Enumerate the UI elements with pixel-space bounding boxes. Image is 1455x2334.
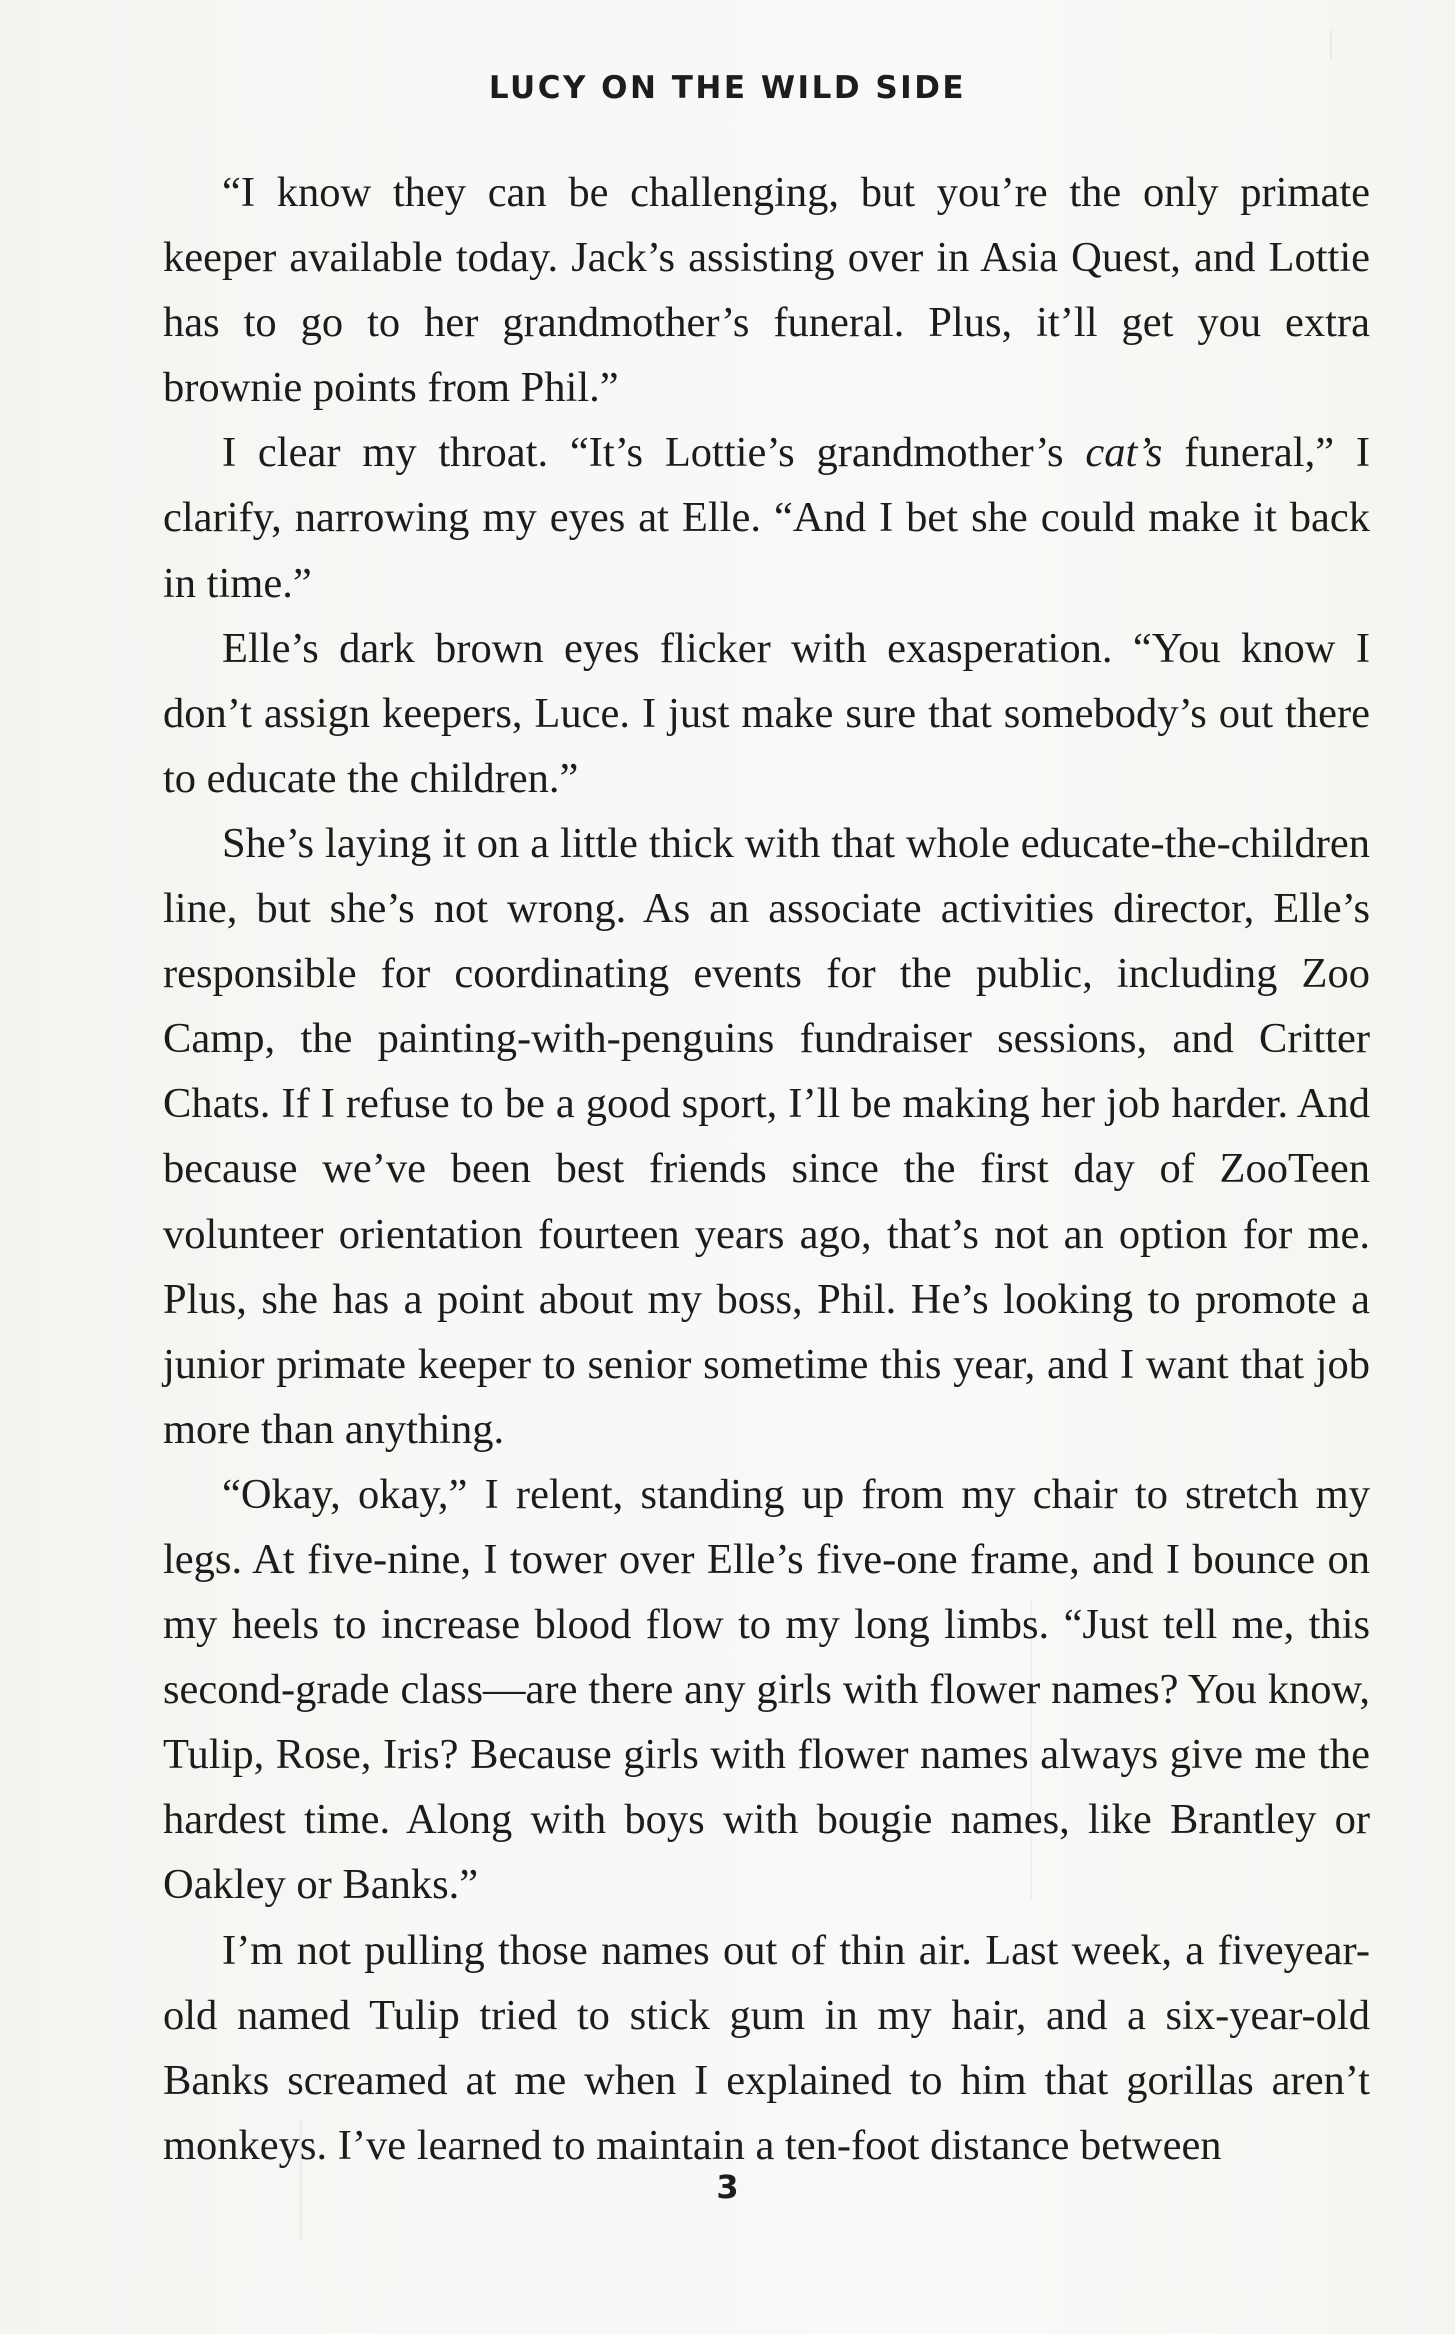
paragraph-text-before: I clear my throat. “It’s Lottie’s grandmother’s <box>222 429 1086 477</box>
paragraph: “Okay, okay,” I relent, standing up from my chair to stretch my legs. At five-nine, I tower over Elle’s five-one frame, and I bounce on my heels to increase blood flow to my long limbs. “Just tell me, this second-grade class—are there any girls with flower names? You know, Tulip, Rose, Iris? Because girls with flower names always give me the hardest time. Along with boys with bougie names, like Brantley or Oakley or Banks.” <box>163 1470 1370 1909</box>
page-number: 3 <box>716 2168 739 2206</box>
emphasized-word: cat’s <box>1085 429 1163 477</box>
paragraph: “I know they can be challenging, but you’re the only primate keeper available today. Jack’s assisting over in Asia Quest, and Lottie has to go to her grandmother’s funeral. Plus, it’ll get you extra brownie points from Phil.” <box>163 169 1370 412</box>
paragraph <box>163 420 1370 615</box>
running-head-title: LUCY ON THE WILD SIDE <box>488 70 967 106</box>
paragraph: I’m not pulling those names out of thin air. Last week, a fiveyear-old named Tulip tried to stick gum in my hair, and a six-year-old Banks screamed at me when I explained to him that gorillas aren’t monkeys. I’ve learned to maintain a ten-foot distance between <box>163 1926 1370 2169</box>
paragraph: Elle’s dark brown eyes flicker with exasperation. “You know I don’t assign keepers, Luce. I just make sure that somebody’s out there to educate the children.” <box>163 624 1370 802</box>
paragraph: She’s laying it on a little thick with that whole educate-the-children line, but she’s not wrong. As an associate activities director, Elle’s responsible for coordinating events for the public, including Zoo Camp, the painting-with-penguins fundraiser sessions, and Critter Chats. If I refuse to be a good sport, I’ll be making her job harder. And because we’ve been best friends since the first day of ZooTeen volunteer orientation fourteen years ago, that’s not an option for me. Plus, she has a point about my boss, Phil. He’s looking to promote a junior primate keeper to senior sometime this year, and I want that job more than anything. <box>163 819 1370 1453</box>
body-text <box>163 160 1370 2178</box>
paper-show-through-mark <box>1330 30 1332 60</box>
paragraph-text-after: funeral,” I clarify, narrowing my eyes at Elle. “And I bet she could make it back in time.” <box>163 429 1371 607</box>
